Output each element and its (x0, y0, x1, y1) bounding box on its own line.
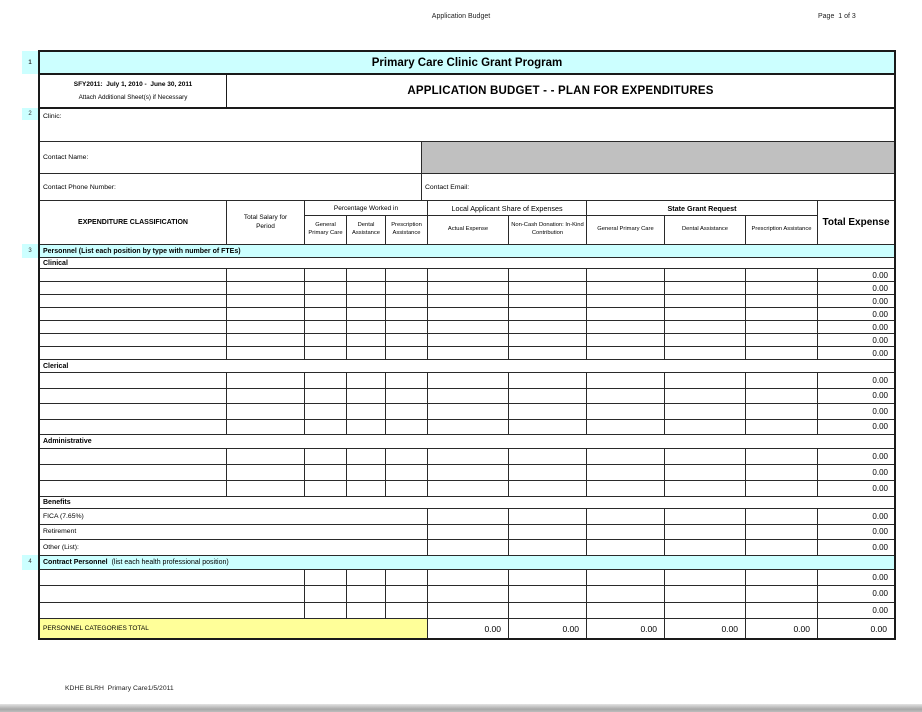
entry-cell[interactable] (746, 586, 818, 602)
entry-cell[interactable] (587, 540, 665, 555)
page-edge-shadow (0, 704, 922, 712)
total-expense-value: 0.00 (872, 335, 888, 345)
col-grant-dental-assistance: Dental Assistance (665, 216, 746, 244)
personnel-categories-total-row (40, 619, 894, 638)
entry-cell[interactable] (386, 420, 428, 435)
col-actual-expense: Actual Expense (428, 216, 509, 244)
entry-cell[interactable] (386, 586, 428, 602)
entry-cell[interactable] (587, 603, 665, 619)
contract-entry-grid (40, 570, 894, 620)
clinic-field[interactable] (28, 109, 894, 142)
entry-cell[interactable] (305, 465, 347, 480)
entry-cell[interactable] (347, 449, 386, 464)
personnel-section-banner (28, 245, 894, 258)
entry-cell[interactable] (665, 308, 746, 320)
entry-cell[interactable] (40, 465, 227, 480)
entry-cell[interactable] (40, 420, 227, 435)
entry-cell[interactable] (305, 481, 347, 496)
entry-cell[interactable] (587, 586, 665, 602)
total-expense-value: 0.00 (872, 348, 888, 358)
entry-row (40, 449, 894, 465)
entry-cell[interactable] (40, 269, 227, 281)
total-expense-value: 0.00 (872, 484, 888, 493)
contact-phone-row (40, 174, 894, 201)
entry-cell[interactable] (347, 373, 386, 388)
entry-cell[interactable] (40, 373, 227, 388)
entry-cell[interactable] (746, 295, 818, 307)
entry-cell[interactable] (428, 509, 509, 524)
entry-cell[interactable] (587, 269, 665, 281)
entry-row (40, 389, 894, 405)
row-number-1: 1 (22, 51, 38, 74)
entry-cell[interactable] (386, 404, 428, 419)
entry-cell[interactable] (509, 404, 587, 419)
entry-cell[interactable] (40, 282, 227, 294)
col-total-expense: Total Expense (822, 217, 890, 228)
entry-cell[interactable] (386, 603, 428, 619)
entry-cell[interactable] (587, 465, 665, 480)
entry-cell[interactable] (746, 525, 818, 540)
page-header-title: Application Budget (431, 13, 491, 20)
entry-cell[interactable] (509, 603, 587, 619)
table-header-row (40, 201, 894, 245)
shaded-cell (422, 142, 894, 173)
entry-cell[interactable] (347, 269, 386, 281)
entry-cell[interactable] (665, 389, 746, 404)
entry-cell[interactable] (665, 603, 746, 619)
entry-cell[interactable] (665, 509, 746, 524)
total-expense-value: 0.00 (872, 605, 888, 615)
total-expense-value: 0.00 (872, 375, 888, 385)
entry-cell[interactable] (386, 282, 428, 294)
total-expense-value: 0.00 (872, 322, 888, 332)
fiscal-period-cell (40, 75, 227, 107)
entry-cell[interactable] (587, 449, 665, 464)
entry-cell[interactable] (40, 404, 227, 419)
entry-cell[interactable] (509, 389, 587, 404)
entry-row (40, 308, 894, 321)
entry-cell[interactable] (428, 347, 509, 359)
benefit-row-fica (40, 509, 894, 525)
total-expense-value: 0.00 (872, 406, 888, 416)
entry-row (40, 295, 894, 308)
entry-cell[interactable] (509, 570, 587, 586)
group-local-share-label: Local Applicant Share of Expenses (428, 201, 586, 216)
entry-cell[interactable] (428, 603, 509, 619)
entry-cell[interactable] (746, 449, 818, 464)
entry-cell[interactable] (305, 308, 347, 320)
clerical-entry-grid (40, 373, 894, 435)
entry-cell[interactable] (746, 347, 818, 359)
entry-cell[interactable] (428, 449, 509, 464)
entry-cell[interactable] (305, 420, 347, 435)
entry-cell[interactable] (509, 540, 587, 555)
entry-cell[interactable] (746, 321, 818, 333)
entry-cell[interactable] (227, 334, 305, 346)
entry-cell[interactable] (665, 525, 746, 540)
entry-row (40, 321, 894, 334)
entry-cell[interactable] (428, 334, 509, 346)
entry-cell[interactable] (347, 481, 386, 496)
entry-cell[interactable] (40, 321, 227, 333)
entry-cell[interactable] (665, 295, 746, 307)
document-footer: KDHE BLRH Primary Care1/5/2011 (65, 685, 174, 692)
entry-cell[interactable] (227, 420, 305, 435)
entry-cell[interactable] (347, 465, 386, 480)
entry-cell[interactable] (509, 308, 587, 320)
entry-cell[interactable] (428, 321, 509, 333)
entry-cell[interactable] (347, 404, 386, 419)
entry-cell[interactable] (428, 404, 509, 419)
entry-cell[interactable] (746, 570, 818, 586)
entry-cell[interactable] (587, 389, 665, 404)
entry-cell[interactable] (428, 295, 509, 307)
entry-cell[interactable] (509, 465, 587, 480)
col-grant-general-primary-care: General Primary Care (587, 216, 665, 244)
total-expense-value: 0.00 (872, 511, 888, 521)
entry-cell[interactable] (347, 586, 386, 602)
entry-cell[interactable] (587, 404, 665, 419)
entry-cell[interactable] (509, 334, 587, 346)
benefit-label-retirement: Retirement (40, 525, 428, 540)
entry-cell[interactable] (428, 465, 509, 480)
entry-cell[interactable] (428, 540, 509, 555)
entry-cell[interactable] (227, 389, 305, 404)
clinic-label: Clinic: (43, 113, 62, 120)
entry-cell[interactable] (428, 389, 509, 404)
entry-cell[interactable] (347, 321, 386, 333)
total-noncash-donation: 0.00 (509, 619, 587, 638)
section-label-clinical: Clinical (40, 258, 894, 269)
entry-cell[interactable] (587, 420, 665, 435)
entry-cell[interactable] (665, 586, 746, 602)
entry-row (40, 334, 894, 347)
entry-cell[interactable] (509, 525, 587, 540)
entry-cell[interactable] (509, 295, 587, 307)
entry-cell[interactable] (40, 481, 227, 496)
subtitle-row (40, 75, 894, 109)
form-title: APPLICATION BUDGET - - PLAN FOR EXPENDITURES (407, 85, 714, 97)
fiscal-period: SFY2011: July 1, 2010 - June 30, 2011 (73, 81, 193, 88)
entry-cell[interactable] (305, 334, 347, 346)
entry-cell[interactable] (40, 334, 227, 346)
contact-name-label: Contact Name: (43, 154, 89, 161)
entry-row (40, 420, 894, 436)
entry-row (40, 570, 894, 587)
entry-cell[interactable] (386, 570, 428, 586)
entry-row (40, 586, 894, 603)
section-label-benefits: Benefits (40, 497, 894, 509)
program-banner-row (28, 52, 894, 75)
entry-cell[interactable] (587, 525, 665, 540)
entry-cell[interactable] (347, 347, 386, 359)
contact-name-field[interactable] (40, 142, 422, 173)
page-number-label: Page 1 of 3 (818, 13, 856, 20)
col-total-salary-for-period: Total Salary for Period (227, 201, 305, 244)
total-expense-value: 0.00 (872, 542, 888, 552)
entry-cell[interactable] (746, 420, 818, 435)
benefit-label-fica: FICA (7.65%) (40, 509, 428, 524)
total-expense-value: 0.00 (872, 283, 888, 293)
entry-cell[interactable] (587, 334, 665, 346)
entry-cell[interactable] (305, 295, 347, 307)
entry-row (40, 373, 894, 389)
clinical-entry-grid (40, 269, 894, 360)
total-dental-assistance: 0.00 (665, 619, 746, 638)
entry-cell[interactable] (386, 295, 428, 307)
entry-cell[interactable] (386, 321, 428, 333)
entry-cell[interactable] (40, 449, 227, 464)
attach-note: Attach Additional Sheet(s) if Necessary (78, 94, 188, 101)
entry-cell[interactable] (386, 465, 428, 480)
entry-row (40, 404, 894, 420)
total-expense-value: 0.00 (872, 468, 888, 477)
section-benefits (40, 497, 894, 556)
contact-phone-field[interactable] (40, 174, 422, 200)
section-clerical (40, 360, 894, 435)
entry-cell[interactable] (509, 420, 587, 435)
group-state-grant-label: State Grant Request (587, 201, 817, 216)
entry-cell[interactable] (40, 570, 305, 586)
entry-cell[interactable] (227, 373, 305, 388)
contact-name-row (40, 142, 894, 174)
total-expense-value: 0.00 (872, 309, 888, 319)
entry-row (40, 347, 894, 360)
entry-cell[interactable] (227, 321, 305, 333)
entry-cell[interactable] (227, 449, 305, 464)
entry-cell[interactable] (428, 282, 509, 294)
group-state-grant-request (587, 201, 818, 244)
col-pct-dental-assistance: Dental Assistance (347, 216, 386, 244)
entry-cell[interactable] (665, 465, 746, 480)
section-administrative (40, 435, 894, 497)
entry-cell[interactable] (746, 269, 818, 281)
total-expense-value: 0.00 (872, 589, 888, 599)
entry-cell[interactable] (587, 509, 665, 524)
row-number-3: 3 (22, 244, 38, 258)
col-pct-prescription-assistance: Prescription Assistance (391, 222, 422, 236)
contract-personnel-banner (28, 556, 894, 570)
administrative-entry-grid (40, 449, 894, 497)
entry-cell[interactable] (746, 481, 818, 496)
entry-cell[interactable] (509, 509, 587, 524)
entry-cell[interactable] (587, 282, 665, 294)
total-expense-value: 0.00 (872, 270, 888, 280)
total-expense-value: 0.00 (872, 296, 888, 306)
col-pct-general-primary-care: General Primary Care (305, 216, 347, 244)
entry-cell[interactable] (347, 570, 386, 586)
entry-cell[interactable] (227, 308, 305, 320)
entry-cell[interactable] (509, 282, 587, 294)
entry-cell[interactable] (305, 404, 347, 419)
entry-cell[interactable] (746, 334, 818, 346)
personnel-categories-total-label: PERSONNEL CATEGORIES TOTAL (40, 619, 428, 638)
entry-cell[interactable] (746, 389, 818, 404)
total-expense-value: 0.00 (872, 422, 888, 432)
entry-cell[interactable] (509, 481, 587, 496)
entry-cell[interactable] (305, 269, 347, 281)
col-noncash-donation: Non-Cash Donation: In-Kind Contribution (511, 222, 584, 236)
entry-row (40, 465, 894, 481)
grand-total-expense: 0.00 (870, 623, 887, 634)
group-local-applicant-share (428, 201, 587, 244)
entry-cell[interactable] (665, 540, 746, 555)
row-number-4: 4 (22, 555, 38, 570)
entry-cell[interactable] (428, 481, 509, 496)
entry-cell[interactable] (40, 295, 227, 307)
entry-cell[interactable] (665, 420, 746, 435)
entry-cell[interactable] (746, 465, 818, 480)
entry-cell[interactable] (428, 570, 509, 586)
total-expense-value: 0.00 (872, 452, 888, 461)
entry-cell[interactable] (587, 373, 665, 388)
total-prescription-assistance: 0.00 (746, 619, 818, 638)
benefit-label-other: Other (List): (40, 540, 428, 555)
contact-email-label: Contact Email: (425, 183, 470, 191)
entry-cell[interactable] (305, 321, 347, 333)
entry-cell[interactable] (305, 373, 347, 388)
entry-cell[interactable] (227, 295, 305, 307)
entry-cell[interactable] (428, 308, 509, 320)
entry-cell[interactable] (509, 347, 587, 359)
budget-sheet (28, 50, 896, 640)
entry-cell[interactable] (587, 321, 665, 333)
personnel-section-label: Personnel (List each position by type with number of FTEs) (43, 247, 241, 255)
entry-cell[interactable] (227, 481, 305, 496)
entry-cell[interactable] (386, 308, 428, 320)
entry-cell[interactable] (509, 373, 587, 388)
entry-cell[interactable] (746, 373, 818, 388)
entry-cell[interactable] (227, 404, 305, 419)
entry-cell[interactable] (665, 404, 746, 419)
entry-cell[interactable] (428, 525, 509, 540)
benefit-row-other (40, 540, 894, 556)
entry-cell[interactable] (386, 269, 428, 281)
section-label-clerical: Clerical (40, 360, 894, 373)
entry-cell[interactable] (40, 389, 227, 404)
entry-cell[interactable] (305, 347, 347, 359)
entry-cell[interactable] (386, 373, 428, 388)
entry-cell[interactable] (386, 481, 428, 496)
entry-cell[interactable] (386, 334, 428, 346)
entry-cell[interactable] (40, 603, 305, 619)
entry-cell[interactable] (305, 449, 347, 464)
entry-cell[interactable] (587, 481, 665, 496)
total-expense-value: 0.00 (872, 527, 888, 537)
entry-cell[interactable] (227, 269, 305, 281)
contract-personnel-note: (list each health professional position) (111, 558, 229, 566)
entry-cell[interactable] (227, 347, 305, 359)
contact-phone-label: Contact Phone Number: (43, 183, 116, 191)
entry-cell[interactable] (305, 586, 347, 602)
program-title: Primary Care Clinic Grant Program (371, 56, 563, 69)
entry-cell[interactable] (347, 282, 386, 294)
entry-cell[interactable] (665, 570, 746, 586)
entry-cell[interactable] (305, 282, 347, 294)
contract-personnel-label: Contract Personnel (43, 558, 108, 566)
entry-cell[interactable] (305, 603, 347, 619)
entry-cell[interactable] (587, 570, 665, 586)
entry-cell[interactable] (227, 282, 305, 294)
entry-cell[interactable] (347, 295, 386, 307)
entry-cell[interactable] (665, 347, 746, 359)
entry-cell[interactable] (347, 308, 386, 320)
entry-cell[interactable] (40, 347, 227, 359)
entry-cell[interactable] (386, 389, 428, 404)
entry-row (40, 269, 894, 282)
row-number-2: 2 (22, 108, 38, 120)
entry-cell[interactable] (347, 334, 386, 346)
section-label-administrative: Administrative (40, 435, 894, 449)
entry-cell[interactable] (746, 509, 818, 524)
total-actual-expense: 0.00 (428, 619, 509, 638)
entry-cell[interactable] (509, 321, 587, 333)
total-expense-value: 0.00 (872, 391, 888, 401)
entry-cell[interactable] (227, 465, 305, 480)
entry-cell[interactable] (347, 420, 386, 435)
entry-cell[interactable] (386, 347, 428, 359)
entry-cell[interactable] (587, 295, 665, 307)
total-expense-value: 0.00 (872, 572, 888, 582)
entry-row (40, 282, 894, 295)
total-general-primary-care: 0.00 (587, 619, 665, 638)
entry-cell[interactable] (746, 603, 818, 619)
col-grant-prescription-assistance: Prescription Assistance (751, 226, 812, 233)
col-expenditure-classification: EXPENDITURE CLASSIFICATION (40, 201, 227, 244)
group-percentage-label: Percentage Worked in (305, 201, 427, 216)
contact-email-field[interactable] (422, 174, 894, 200)
entry-cell[interactable] (665, 282, 746, 294)
entry-cell[interactable] (665, 481, 746, 496)
entry-row (40, 603, 894, 620)
entry-cell[interactable] (509, 586, 587, 602)
entry-cell[interactable] (746, 282, 818, 294)
entry-cell[interactable] (587, 347, 665, 359)
benefit-row-retirement (40, 525, 894, 541)
entry-cell[interactable] (746, 404, 818, 419)
entry-cell[interactable] (428, 586, 509, 602)
entry-cell[interactable] (665, 321, 746, 333)
entry-cell[interactable] (305, 389, 347, 404)
entry-cell[interactable] (665, 373, 746, 388)
entry-cell[interactable] (347, 603, 386, 619)
entry-cell[interactable] (665, 334, 746, 346)
entry-cell[interactable] (347, 389, 386, 404)
entry-cell[interactable] (509, 449, 587, 464)
entry-cell[interactable] (428, 420, 509, 435)
entry-cell[interactable] (40, 586, 305, 602)
entry-cell[interactable] (305, 570, 347, 586)
entry-cell[interactable] (428, 373, 509, 388)
entry-cell[interactable] (386, 449, 428, 464)
entry-cell[interactable] (428, 269, 509, 281)
section-clinical (40, 258, 894, 360)
entry-cell[interactable] (746, 540, 818, 555)
entry-cell[interactable] (509, 269, 587, 281)
entry-cell[interactable] (40, 308, 227, 320)
entry-cell[interactable] (746, 308, 818, 320)
entry-cell[interactable] (587, 308, 665, 320)
entry-cell[interactable] (665, 449, 746, 464)
group-percentage-worked-in (305, 201, 428, 244)
entry-cell[interactable] (665, 269, 746, 281)
entry-row (40, 481, 894, 497)
